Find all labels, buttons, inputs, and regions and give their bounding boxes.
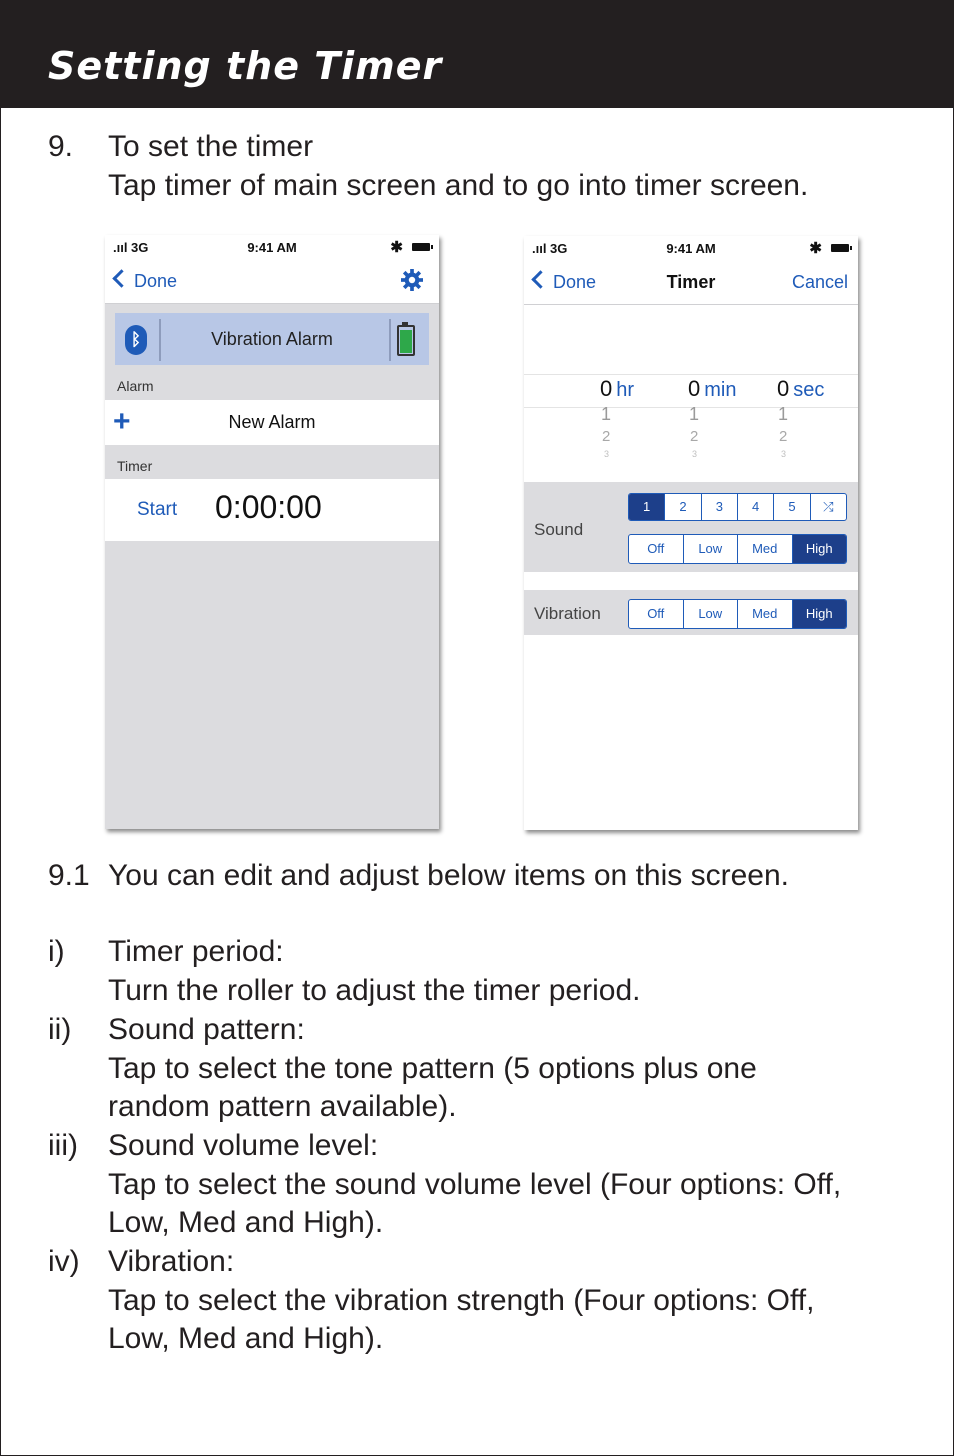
done-button[interactable]: Done (534, 272, 596, 293)
status-time: 9:41 AM (666, 241, 716, 256)
nav-title: Timer (666, 272, 716, 292)
timer-screen-screenshot (524, 236, 858, 830)
sound-pattern-option[interactable]: 5 (773, 494, 809, 520)
nav-bar (105, 259, 439, 304)
vibration-level-option[interactable]: High (792, 600, 847, 628)
page-header (0, 0, 954, 108)
vibration-level-selector[interactable] (628, 599, 847, 629)
vibration-level-option[interactable]: Off (647, 606, 665, 621)
device-battery-icon (397, 325, 415, 356)
sound-level-option[interactable]: Off (647, 541, 665, 556)
roller-next-value: 1 (689, 404, 700, 424)
sound-level-option[interactable]: High (792, 535, 847, 563)
cancel-button[interactable]: Cancel (791, 272, 848, 292)
bluetooth-badge-icon: ᛒ (125, 325, 147, 355)
gear-icon[interactable] (401, 269, 423, 291)
sound-pattern-option[interactable]: 2 (664, 494, 700, 520)
signal-indicator: .ııl 3G (113, 240, 149, 255)
item-marker: iii) (48, 1129, 78, 1162)
hours-roller[interactable]: 0 hr (600, 376, 635, 401)
item-description: random pattern available). (108, 1090, 457, 1123)
step-number: 9.1 (48, 859, 90, 892)
minutes-roller[interactable]: 0 min (688, 376, 737, 401)
item-description: Tap to select the tone pattern (5 options plus one (108, 1052, 757, 1085)
signal-indicator: .ııl 3G (532, 241, 568, 256)
roller-next-value: 1 (778, 404, 789, 424)
sound-pattern-option[interactable]: 1 (629, 494, 664, 520)
item-title: Timer period: (108, 935, 284, 968)
timer-section (105, 445, 439, 479)
alarm-section-label: Alarm (117, 378, 154, 394)
status-bar (524, 236, 858, 260)
sound-pattern-option[interactable]: ⤮ (810, 494, 846, 520)
new-alarm-row[interactable] (105, 400, 439, 445)
seconds-roller[interactable]: 0 sec (777, 376, 825, 401)
roller-next-value: 1 (601, 404, 612, 424)
bluetooth-icon: ✱ (390, 239, 403, 256)
vibration-label: Vibration (534, 604, 601, 623)
divider (389, 319, 391, 361)
done-button[interactable]: Done (115, 271, 177, 292)
step-number: 9. (48, 130, 74, 163)
item-description: Turn the roller to adjust the timer period. (108, 974, 641, 1007)
vibration-level-option[interactable]: Low (683, 600, 738, 628)
sound-level-option[interactable]: Med (737, 535, 792, 563)
roller-next-value: 3 (604, 449, 610, 459)
nav-bar (524, 260, 858, 305)
status-bar (105, 235, 439, 259)
main-screen-screenshot (105, 235, 439, 829)
chevron-left-icon (112, 269, 130, 287)
sound-level-option[interactable]: Low (683, 535, 738, 563)
add-icon: + (113, 405, 131, 438)
item-description: Tap to select the vibration strength (Four options: Off, (108, 1284, 815, 1317)
roller-next-value: 2 (690, 428, 699, 445)
start-button[interactable]: Start (137, 499, 178, 520)
item-marker: iv) (48, 1245, 80, 1278)
timer-value: 0:00:00 (215, 489, 322, 525)
roller-next-value: 3 (692, 449, 698, 459)
item-description: Low, Med and High). (108, 1206, 384, 1239)
step-text: You can edit and adjust below items on this screen. (108, 859, 789, 892)
page-title: Setting the Timer (48, 44, 443, 88)
status-time: 9:41 AM (247, 240, 297, 255)
new-alarm-label: New Alarm (228, 412, 316, 432)
device-bar[interactable] (115, 313, 429, 365)
item-marker: i) (48, 935, 65, 968)
device-name: Vibration Alarm (211, 329, 333, 349)
roller-next-value: 2 (779, 428, 788, 445)
timer-row[interactable] (105, 479, 439, 541)
sound-label: Sound (534, 520, 584, 539)
item-title: Sound pattern: (108, 1013, 305, 1046)
battery-icon (412, 243, 430, 251)
item-description: Tap to select the sound volume level (Four options: Off, (108, 1168, 842, 1201)
item-title: Vibration: (108, 1245, 235, 1278)
bluetooth-icon: ✱ (809, 240, 822, 257)
timer-section-label: Timer (117, 458, 153, 474)
step-description: Tap timer of main screen and to go into timer screen. (108, 169, 809, 202)
item-description: Low, Med and High). (108, 1322, 384, 1355)
item-marker: ii) (48, 1013, 72, 1046)
battery-icon (831, 244, 849, 252)
vibration-level-option[interactable]: Med (737, 600, 792, 628)
step-title: To set the timer (108, 130, 314, 163)
sound-level-selector[interactable] (628, 534, 847, 564)
sound-pattern-option[interactable]: 4 (737, 494, 773, 520)
item-title: Sound volume level: (108, 1129, 379, 1162)
sound-pattern-option[interactable]: 3 (701, 494, 737, 520)
roller-next-value: 2 (602, 428, 611, 445)
roller-next-value: 3 (781, 449, 787, 459)
sound-pattern-selector[interactable] (628, 493, 847, 521)
empty-area (105, 541, 439, 829)
